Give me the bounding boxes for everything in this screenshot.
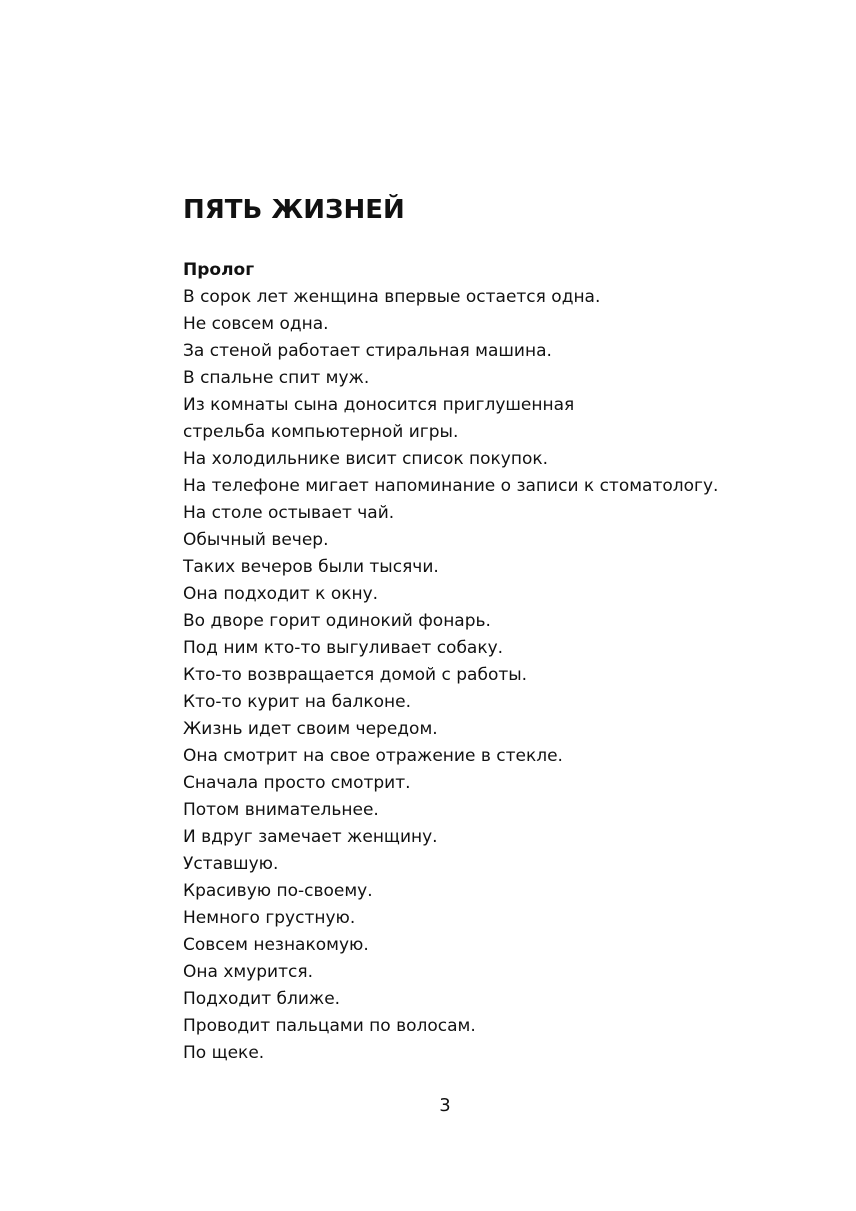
body-text	[183, 284, 783, 1067]
text-line: Сначала просто смотрит.	[183, 773, 411, 793]
text-line: Жизнь идет своим чередом.	[183, 719, 438, 739]
text-line: Кто-то курит на балконе.	[183, 692, 412, 712]
text-line: Потом внимательнее.	[183, 800, 379, 820]
text-line: Подходит ближе.	[183, 989, 341, 1009]
text-line: Не совсем одна.	[183, 314, 329, 334]
text-line: Она хмурится.	[183, 962, 313, 982]
text-line: Обычный вечер.	[183, 530, 329, 550]
text-line: И вдруг замечает женщину.	[183, 827, 438, 847]
text-line: Под ним кто-то выгуливает собаку.	[183, 638, 504, 658]
text-line: Таких вечеров были тысячи.	[183, 557, 439, 577]
text-line: В спальне спит муж.	[183, 368, 370, 388]
text-line: Она смотрит на свое отражение в стекле.	[183, 746, 563, 766]
text-line: Из комнаты сына доносится приглушенная	[183, 395, 575, 415]
text-line: Немного грустную.	[183, 908, 356, 928]
text-line: Совсем незнакомую.	[183, 935, 369, 955]
chapter-title: Пролог	[183, 260, 255, 280]
text-line: Уставшую.	[183, 854, 279, 874]
text-line: На телефоне мигает напоминание о записи к стоматологу.	[183, 476, 719, 496]
text-line: По щеке.	[183, 1043, 265, 1063]
text-line: На холодильнике висит список покупок.	[183, 449, 549, 469]
page-number: 3	[439, 1095, 451, 1116]
text-line: Кто-то возвращается домой с работы.	[183, 665, 528, 685]
text-line: В сорок лет женщина впервые остается одна.	[183, 287, 601, 307]
text-line: За стеной работает стиральная машина.	[183, 341, 552, 361]
text-line: На столе остывает чай.	[183, 503, 395, 523]
text-line: Красивую по-своему.	[183, 881, 373, 901]
text-line: стрельба компьютерной игры.	[183, 422, 459, 442]
text-line: Она подходит к окну.	[183, 584, 379, 604]
text-line: Проводит пальцами по волосам.	[183, 1016, 476, 1036]
book-title: ПЯТЬ ЖИЗНЕЙ	[183, 195, 405, 225]
text-line: Во дворе горит одинокий фонарь.	[183, 611, 491, 631]
